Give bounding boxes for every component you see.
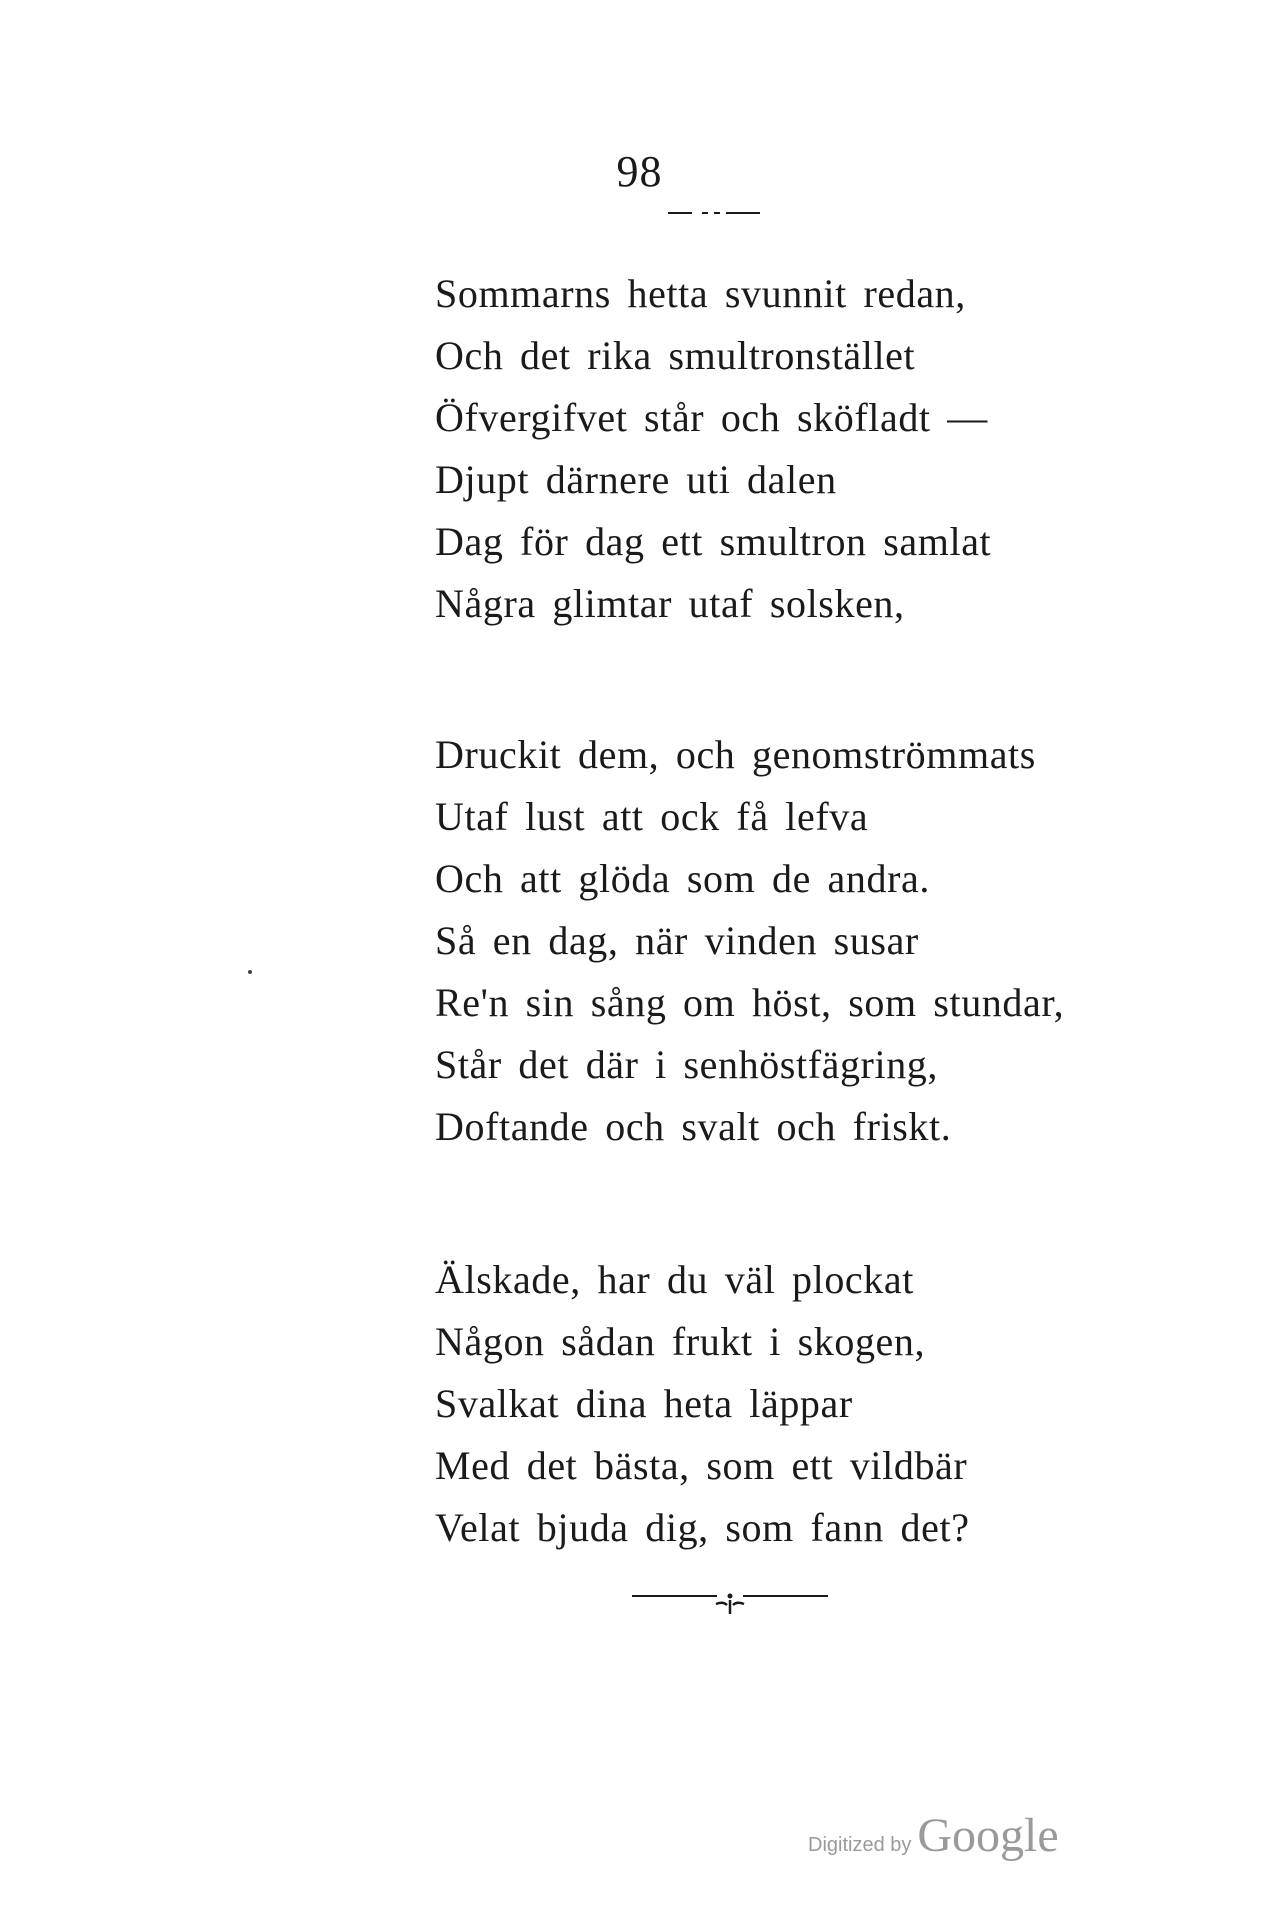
poem-line: Står det där i senhöstfägring, bbox=[435, 1042, 938, 1087]
page-number-rule bbox=[668, 212, 760, 214]
digitized-label: Digitized by bbox=[808, 1834, 912, 1856]
digitized-by-google bbox=[808, 1808, 1059, 1863]
poem-line: Doftande och svalt och friskt. bbox=[435, 1104, 952, 1149]
poem-line: Öfvergifvet står och sköfladt — bbox=[435, 395, 988, 440]
poem-line: Älskade, har du väl plockat bbox=[435, 1257, 914, 1302]
poem-line: Dag för dag ett smultron samlat bbox=[435, 519, 992, 564]
poem-line: Velat bjuda dig, som fann det? bbox=[435, 1505, 970, 1550]
poem-line: Djupt därnere uti dalen bbox=[435, 457, 837, 502]
poem-line: Några glimtar utaf solsken, bbox=[435, 581, 905, 626]
poem-line: Re'n sin sång om höst, som stundar, bbox=[435, 980, 1065, 1025]
poem-line: Utaf lust att ock få lefva bbox=[435, 794, 869, 839]
poem-line: Druckit dem, och genomströmmats bbox=[435, 732, 1036, 777]
poem-line: Någon sådan frukt i skogen, bbox=[435, 1319, 926, 1364]
page-number: 98 bbox=[616, 147, 663, 196]
stanza-3 bbox=[435, 1249, 970, 1559]
stanza-1 bbox=[435, 263, 991, 635]
poem-line: Svalkat dina heta läppar bbox=[435, 1381, 853, 1426]
poem-line: Så en dag, när vinden susar bbox=[435, 918, 919, 963]
poem-line: Och att glöda som de andra. bbox=[435, 856, 930, 901]
google-logo: Google bbox=[917, 1809, 1059, 1862]
end-ornament-icon bbox=[630, 1588, 830, 1618]
poem-line: Sommarns hetta svunnit redan, bbox=[435, 271, 966, 316]
poem-line: Med det bästa, som ett vildbär bbox=[435, 1443, 968, 1488]
stray-dot bbox=[248, 970, 252, 974]
stanza-2 bbox=[435, 724, 1064, 1158]
poem-line: Och det rika smultronstället bbox=[435, 333, 916, 378]
